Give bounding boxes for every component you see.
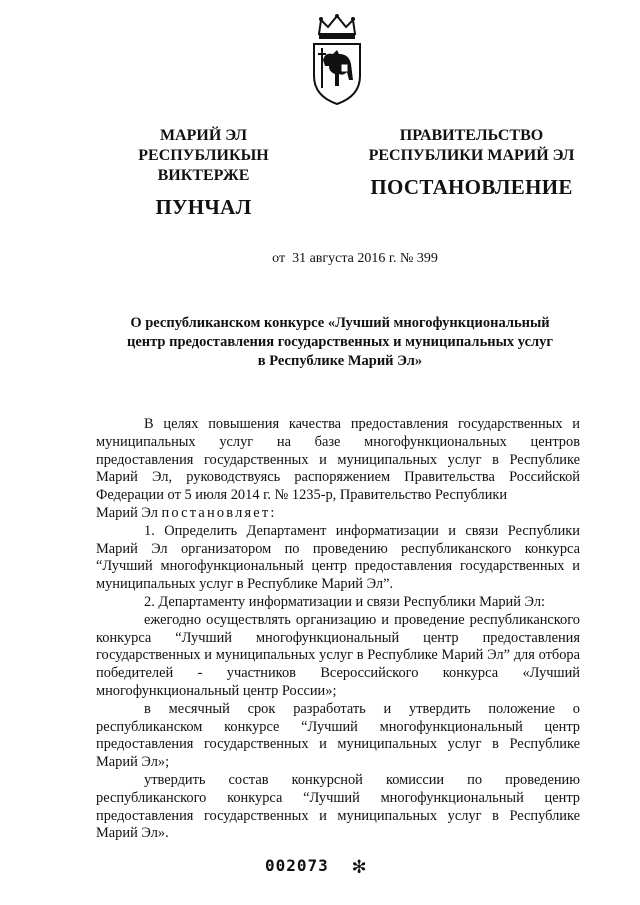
header-russian-doc-type: ПОСТАНОВЛЕНИЕ xyxy=(370,175,573,199)
header-mari-line1: МАРИЙ ЭЛ РЕСПУБЛИКЫН xyxy=(138,127,269,164)
paragraph-item-2-a: ежегодно осуществлять организацию и проведение республиканского конкурса “Лучший многофункциональный центр предоставления государственных и муниципальных услуг в Республике Марий Эл” для отбора победителей - участников Всероссийского конкурса «Лучший многофункциональный центр России»; xyxy=(96,611,580,699)
document-body xyxy=(96,416,580,843)
paragraph-item-1: 1. Определить Департамент информатизации и связи Республики Марий Эл организатором по проведению республиканского конкурса “Лучший многофункциональный центр предоставления государственных и муниципальных услуг в Республике Марий Эл”. xyxy=(96,522,580,593)
number-sign: № xyxy=(400,251,414,266)
header-russian-line2: РЕСПУБЛИКИ МАРИЙ ЭЛ xyxy=(368,147,575,164)
resolves-prefix: Марий Эл xyxy=(96,504,158,521)
header-mari xyxy=(96,126,311,219)
document-title xyxy=(110,314,570,371)
date-prefix: от xyxy=(272,251,286,266)
coat-of-arms-bear-icon xyxy=(309,14,365,106)
paragraph-item-2-c: утвердить состав конкурсной комиссии по проведению республиканского конкурса “Лучший многофункциональный центр предоставления государственных и муниципальных услуг в Республике Марий Эл». xyxy=(96,771,580,842)
paragraph-item-2: 2. Департаменту информатизации и связи Республики Марий Эл: xyxy=(144,593,546,610)
title-line-3: в Республике Марий Эл» xyxy=(257,353,423,369)
paragraph-resolves xyxy=(96,505,580,523)
header-russian-line1: ПРАВИТЕЛЬСТВО xyxy=(399,127,544,144)
document-footer xyxy=(265,852,385,877)
header-russian xyxy=(364,126,579,199)
paragraph-preamble: В целях повышения качества предоставления государственных и муниципальных услуг на базе многофункциональных центров предоставления государственных и муниципальных услуг в Республике Марий Эл, руководствуясь распоряжением Правительства Российской Федерации от 5 июля 2014 г. № 1235-р, Правительство Республики xyxy=(96,416,580,504)
paragraph-item-2-b: в месячный срок разработать и утвердить положение о республиканском конкурсе “Лучший многофункциональный центр предоставления государственных и муниципальных услуг в Республике Марий Эл»; xyxy=(96,700,580,771)
asterisk-mark-icon: ✻ xyxy=(352,854,366,879)
serial-number: 002073 xyxy=(265,856,329,875)
date-value: 31 августа 2016 г. xyxy=(292,251,397,266)
resolves-word: постановляет: xyxy=(161,504,277,521)
title-line-1: О республиканском конкурсе «Лучший многофункциональный xyxy=(130,315,550,331)
document-date-line xyxy=(230,251,480,267)
document-number: 399 xyxy=(416,251,438,266)
title-line-2: центр предоставления государственных и муниципальных услуг xyxy=(126,334,553,350)
header-mari-line2: ВИКТЕРЖЕ xyxy=(157,167,250,184)
header-mari-doc-type: ПУНЧАЛ xyxy=(155,195,252,219)
